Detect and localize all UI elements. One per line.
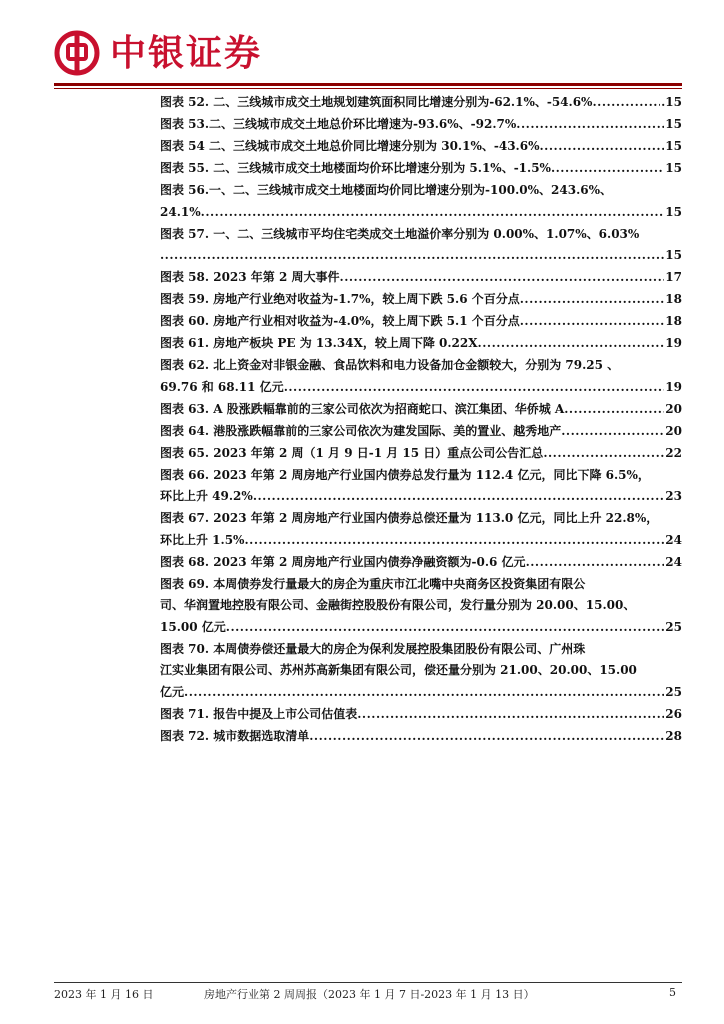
toc-entry-title: 图表 56.一、二、三线城市成交土地楼面均价同比增速分别为-100.0%、243.6%、 bbox=[160, 183, 612, 197]
header-divider-thin bbox=[54, 88, 682, 89]
toc-entry-title-continued: 司、华润置地控股有限公司、金融街控股股份有限公司，发行量分别为 20.00、15.00、 bbox=[160, 598, 636, 612]
toc-entry-title: 图表 58. 2023 年第 2 周大事件 bbox=[160, 270, 340, 284]
toc-leader-dots bbox=[592, 92, 660, 114]
toc-entry-title: 图表 68. 2023 年第 2 周房地产行业国内债券净融资额为-0.6 亿元 bbox=[160, 554, 526, 569]
toc-entry-title: 图表 71. 报告中提及上市公司估值表 bbox=[160, 706, 358, 721]
footer-date: 2023 年 1 月 16 日 bbox=[54, 988, 154, 1001]
toc-entry-title-end: 环比上升 1.5% bbox=[160, 532, 245, 547]
toc-entry-page: 15 bbox=[665, 204, 682, 219]
toc-entry[interactable] bbox=[160, 726, 682, 748]
toc-entry-title: 图表 55. 二、三线城市成交土地楼面均价环比增速分别为 5.1%、-1.5% bbox=[160, 161, 551, 175]
toc-entry[interactable] bbox=[160, 421, 682, 443]
toc-entry[interactable] bbox=[160, 508, 682, 551]
page-header bbox=[54, 28, 684, 80]
toc-leader-dots bbox=[526, 552, 665, 574]
toc-entry-title: 图表 57. 一、二、三线城市平均住宅类成交土地溢价率分别为 0.00%、1.07%、6.03% bbox=[160, 226, 640, 241]
toc-entry-page: 18 bbox=[665, 314, 682, 328]
toc-entry-page: 15 bbox=[665, 139, 682, 153]
toc-leader-dots bbox=[357, 704, 664, 726]
toc-leader-dots bbox=[564, 399, 664, 421]
toc-entry[interactable] bbox=[160, 552, 682, 574]
toc-entry[interactable] bbox=[160, 355, 682, 398]
toc-entry[interactable] bbox=[160, 289, 682, 311]
toc-entry-page: 25 bbox=[665, 619, 682, 634]
toc-entry[interactable] bbox=[160, 158, 682, 180]
toc-entry-page: 22 bbox=[665, 445, 682, 460]
toc-entry[interactable] bbox=[160, 224, 682, 267]
toc-entry[interactable] bbox=[160, 267, 682, 289]
toc-leader-dots bbox=[561, 421, 664, 443]
toc-entry-page: 19 bbox=[665, 379, 682, 394]
toc-leader-dots bbox=[284, 377, 665, 399]
toc-entry-title: 图表 70. 本周债券偿还量最大的房企为保利发展控股集团股份有限公司、广州珠 bbox=[160, 641, 586, 656]
toc-entry-title-end: 24.1% bbox=[160, 204, 201, 219]
toc-entry-title: 图表 64. 港股涨跌幅靠前的三家公司依次为建发国际、美的置业、越秀地产 bbox=[160, 423, 562, 438]
toc-entry[interactable] bbox=[160, 443, 682, 465]
toc-entry-page: 20 bbox=[665, 423, 682, 438]
toc-entry-page: 23 bbox=[665, 489, 682, 503]
toc-leader-dots bbox=[309, 726, 664, 748]
toc-leader-dots bbox=[551, 158, 664, 180]
toc-entry[interactable] bbox=[160, 639, 682, 704]
table-of-figures bbox=[160, 92, 682, 748]
toc-entry-title: 图表 67. 2023 年第 2 周房地产行业国内债券总偿还量为 113.0 亿元，同比上升 22.8%， bbox=[160, 511, 659, 525]
toc-entry-page: 17 bbox=[665, 270, 682, 284]
toc-entry-page: 15 bbox=[665, 161, 682, 175]
toc-entry-title: 图表 53.二、三线城市成交土地总价环比增速为-93.6%、-92.7% bbox=[160, 117, 517, 131]
toc-entry[interactable] bbox=[160, 92, 682, 114]
toc-entry-title: 图表 60. 房地产行业相对收益为-4.0%，较上周下跌 5.1 个百分点 bbox=[160, 314, 520, 328]
header-divider bbox=[54, 83, 682, 86]
toc-leader-dots bbox=[253, 486, 664, 508]
toc-leader-dots bbox=[201, 202, 665, 224]
toc-entry-title: 图表 59. 房地产行业绝对收益为-1.7%，较上周下跌 5.6 个百分点 bbox=[160, 292, 520, 306]
toc-entry-page: .15 bbox=[661, 95, 682, 109]
toc-entry-page: 18 bbox=[665, 292, 682, 306]
toc-entry-title-end: 15.00 亿元 bbox=[160, 619, 226, 634]
toc-entry-title: 图表 66. 2023 年第 2 周房地产行业国内债券总发行量为 112.4 亿元，同比下降 6.5%， bbox=[160, 467, 650, 482]
toc-entry-page: 24 bbox=[665, 532, 682, 547]
toc-entry[interactable] bbox=[160, 136, 682, 158]
toc-entry-title: 图表 63. A 股涨跌幅靠前的三家公司依次为招商蛇口、滨江集团、华侨城 A bbox=[160, 401, 565, 416]
toc-entry[interactable] bbox=[160, 574, 682, 639]
toc-leader-dots bbox=[244, 530, 664, 552]
toc-entry[interactable] bbox=[160, 311, 682, 333]
toc-leader-dots bbox=[478, 333, 665, 355]
toc-entry[interactable] bbox=[160, 114, 682, 136]
toc-entry-page: 15 bbox=[665, 117, 682, 131]
toc-leader-dots bbox=[539, 136, 664, 158]
toc-entry-title: 图表 52. 二、三线城市成交土地规划建筑面积同比增速分别为-62.1%、-54.6% bbox=[160, 95, 593, 109]
toc-entry[interactable] bbox=[160, 180, 682, 223]
toc-entry-title: 图表 61. 房地产板块 PE 为 13.34X，较上周下降 0.22X bbox=[160, 336, 478, 350]
page-number: 5 bbox=[669, 986, 676, 999]
toc-entry-page: 15 bbox=[665, 248, 682, 262]
toc-entry-page: 24 bbox=[665, 554, 682, 569]
toc-entry-title: 图表 72. 城市数据选取清单 bbox=[160, 728, 310, 743]
bank-of-china-logo-icon bbox=[54, 30, 100, 76]
brand-name: 中银证券 bbox=[110, 33, 263, 74]
toc-leader-dots bbox=[543, 443, 664, 465]
toc-entry-page: 25 bbox=[665, 684, 682, 699]
toc-entry-title-end: 69.76 和 68.11 亿元 bbox=[160, 379, 284, 394]
toc-entry-title-continued: 江实业集团有限公司、苏州苏高新集团有限公司，偿还量分别为 21.00、20.00、15.00 bbox=[160, 663, 637, 677]
toc-leader-dots bbox=[520, 289, 665, 311]
toc-entry-title: 图表 65. 2023 年第 2 周（1 月 9 日-1 月 15 日）重点公司公告汇总 bbox=[160, 445, 544, 460]
footer-divider bbox=[54, 982, 682, 983]
toc-leader-dots bbox=[226, 617, 665, 639]
toc-entry-title: 图表 54 二、三线城市成交土地总价同比增速分别为 30.1%、-43.6% bbox=[160, 139, 540, 153]
toc-entry-page: 20 bbox=[665, 401, 682, 416]
toc-leader-dots bbox=[520, 311, 665, 333]
toc-entry-title-end: 环比上升 49.2% bbox=[160, 489, 253, 503]
toc-entry[interactable] bbox=[160, 465, 682, 508]
toc-entry[interactable] bbox=[160, 399, 682, 421]
toc-entry-page: 26 bbox=[665, 706, 682, 721]
toc-entry-title: 图表 62. 北上资金对非银金融、食品饮料和电力设备加仓金额较大，分别为 79.25 、 bbox=[160, 358, 620, 372]
toc-leader-dots bbox=[160, 245, 664, 267]
toc-leader-dots bbox=[184, 682, 664, 704]
toc-entry[interactable] bbox=[160, 704, 682, 726]
footer-report-title: 房地产行业第 2 周周报（2023 年 1 月 7 日-2023 年 1 月 13 日） bbox=[204, 988, 535, 1001]
toc-entry-title: 图表 69. 本周债券发行量最大的房企为重庆市江北嘴中央商务区投资集团有限公 bbox=[160, 576, 586, 591]
toc-entry[interactable] bbox=[160, 333, 682, 355]
toc-entry-page: 28 bbox=[665, 728, 682, 743]
toc-leader-dots bbox=[516, 114, 664, 136]
toc-entry-page: 19 bbox=[665, 336, 682, 350]
toc-leader-dots bbox=[340, 267, 665, 289]
toc-entry-title-end: 亿元 bbox=[160, 684, 185, 699]
